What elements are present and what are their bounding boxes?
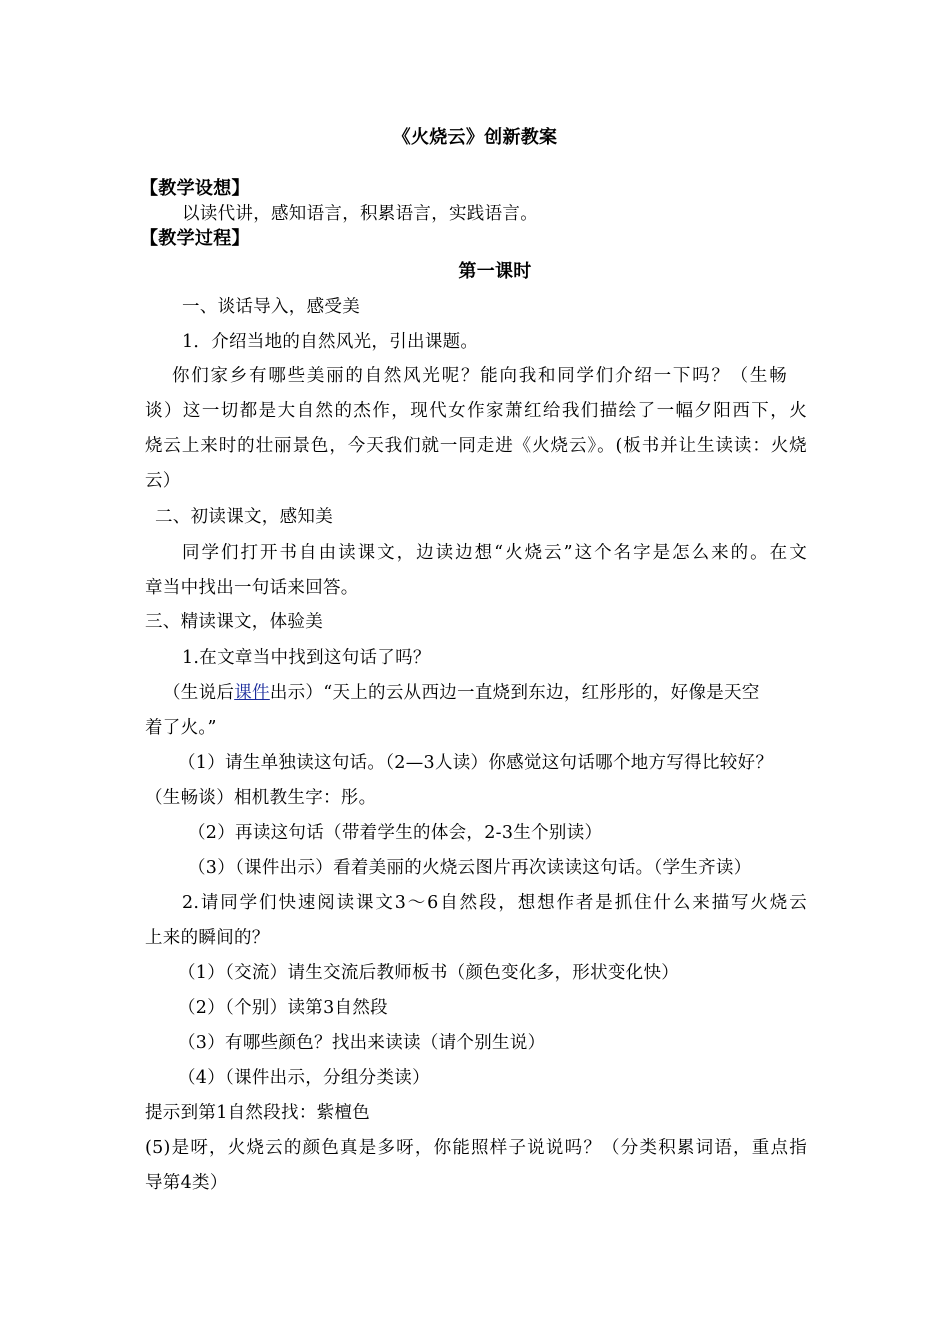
response-5-line-1: (5)是呀，火烧云的颜色真是多呀，你能照样子说说吗？（分类积累词语，重点指 bbox=[145, 1138, 807, 1158]
paragraph-3-suffix: 出示）“天上的云从西边一直烧到东边，红彤彤的，好像是天空 bbox=[269, 683, 760, 703]
response-3: （3）有哪些颜色？找出来读读（请个别生说） bbox=[178, 1033, 546, 1053]
question-2: （2）再读这句话（带着学生的体会，2-3生个别读） bbox=[188, 823, 603, 843]
section-1-heading: 一、谈话导入，感受美 bbox=[182, 297, 360, 317]
lesson-heading: 第一课时 bbox=[458, 261, 532, 282]
paragraph-1-line-3: 烧云上来时的壮丽景色，今天我们就一同走进《火烧云》。(板书并让生读读：火烧 bbox=[145, 436, 807, 456]
heading-teaching-design: 【教学设想】 bbox=[140, 178, 250, 199]
section-3-item-2-line-2: 上来的瞬间的？ bbox=[145, 928, 270, 948]
paragraph-2-line-1: 同学们打开书自由读课文，边读边想“火烧云”这个名字是怎么来的。在文 bbox=[182, 543, 807, 563]
paragraph-1-line-4: 云） bbox=[145, 471, 181, 491]
courseware-link[interactable]: 课件 bbox=[234, 683, 270, 703]
question-3: （3）（课件出示）看着美丽的火烧云图片再次读读这句话。（学生齐读） bbox=[188, 858, 752, 878]
question-1-line-2: （生畅谈）相机教生字：彤。 bbox=[145, 788, 377, 808]
design-text: 以读代讲，感知语言，积累语言，实践语言。 bbox=[182, 204, 538, 224]
paragraph-3-line-2: 着了火。” bbox=[145, 718, 217, 738]
section-1-item-1: 1．介绍当地的自然风光，引出课题。 bbox=[182, 332, 479, 352]
paragraph-3-line-1 bbox=[163, 681, 760, 705]
section-3-item-1: 1.在文章当中找到这句话了吗？ bbox=[182, 648, 431, 668]
section-2-heading: 二、初读课文，感知美 bbox=[155, 507, 333, 527]
section-3-item-2-line-1: 2.请同学们快速阅读课文3～6自然段，想想作者是抓住什么来描写火烧云 bbox=[182, 893, 807, 913]
paragraph-1-line-2: 谈）这一切都是大自然的杰作，现代女作家萧红给我们描绘了一幅夕阳西下，火 bbox=[145, 401, 807, 421]
paragraph-3-prefix: （生说后 bbox=[163, 683, 235, 703]
response-1: （1）（交流）请生交流后教师板书（颜色变化多，形状变化快） bbox=[178, 963, 680, 983]
question-1-line-1: （1）请生单独读这句话。（2—3人读）你感觉这句话哪个地方写得比较好？ bbox=[178, 753, 774, 773]
heading-teaching-process: 【教学过程】 bbox=[140, 228, 250, 249]
doc-title: 《火烧云》创新教案 bbox=[392, 127, 558, 148]
paragraph-2-line-2: 章当中找出一句话来回答。 bbox=[145, 578, 359, 598]
response-4: （4）（课件出示，分组分类读） bbox=[178, 1068, 430, 1088]
response-5-line-2: 导第4类） bbox=[145, 1173, 228, 1193]
hint-line: 提示到第1自然段找：紫檀色 bbox=[145, 1103, 371, 1123]
section-3-heading: 三、精读课文，体验美 bbox=[145, 612, 323, 632]
response-2: （2）（个别）读第3自然段 bbox=[178, 998, 388, 1018]
paragraph-1-line-1: 你们家乡有哪些美丽的自然风光呢？能向我和同学们介绍一下吗？（生畅 bbox=[172, 366, 787, 386]
